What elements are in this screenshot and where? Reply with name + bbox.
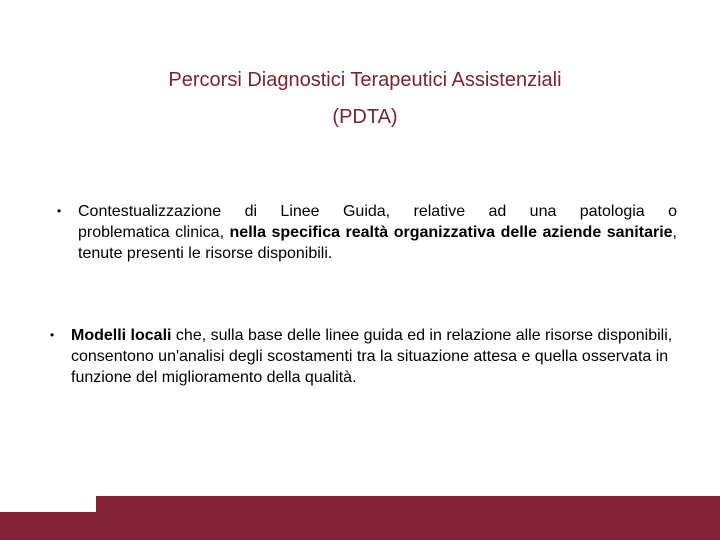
bullet-item-2 (50, 325, 685, 388)
footer-notch (0, 496, 96, 512)
bullet-text-1 (78, 201, 677, 264)
bullet-marker: • (57, 204, 62, 218)
title-line-2: (PDTA) (332, 106, 398, 128)
slide-title (60, 62, 670, 136)
bullet-1-bold: nella specifica realtà organizzativa delle aziende sanitarie (229, 224, 673, 241)
bullet-1-line-1: Contestualizzazione di Linee Guida, relative ad una patologia o (78, 203, 677, 220)
bullet-2-bold: Modelli locali (71, 327, 172, 344)
bullet-marker: • (50, 328, 55, 342)
title-line-1: Percorsi Diagnostici Terapeutici Assistenziali (168, 69, 562, 91)
bullet-item-1 (57, 201, 677, 264)
footer-bar (0, 496, 720, 540)
bullet-1-part-1: problematica clinica, (78, 224, 230, 241)
bullet-2-part-1: che, sulla base delle linee guida ed in relazione alle risorse disponibili, consentono un'analisi degli scostamenti tra la situazione attesa e quella osservata in funzione del miglioramento della qualità. (71, 327, 673, 386)
bullet-1-part-2: , tenute presenti le risorse disponibili. (78, 224, 677, 262)
bullet-text-2 (71, 325, 685, 388)
